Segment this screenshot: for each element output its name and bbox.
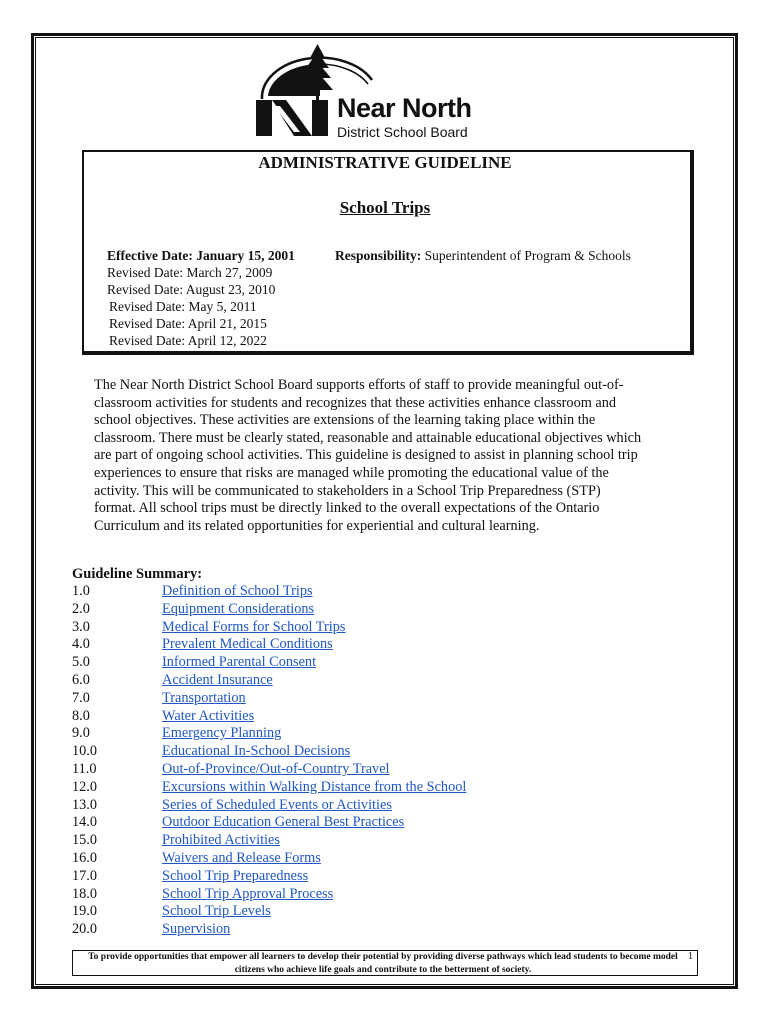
summary-link[interactable]: Excursions within Walking Distance from the School — [162, 778, 467, 795]
responsibility — [335, 248, 631, 264]
summary-number: 13.0 — [72, 796, 98, 813]
logo-name: Near North — [337, 93, 472, 123]
effective-date: Effective Date: January 15, 2001 — [107, 248, 295, 263]
summary-number: 2.0 — [72, 600, 90, 617]
revised-dates — [107, 264, 275, 349]
summary-number: 12.0 — [72, 778, 98, 795]
responsibility-value: Superintendent of Program & Schools — [421, 248, 631, 263]
summary-link[interactable]: Prevalent Medical Conditions — [162, 636, 333, 653]
summary-number: 11.0 — [72, 760, 97, 777]
summary-link[interactable]: Supervision — [162, 921, 231, 938]
revised-date: Revised Date: April 21, 2015 — [109, 316, 267, 331]
summary-link[interactable]: Educational In-School Decisions — [162, 743, 351, 760]
summary-number: 5.0 — [72, 654, 90, 671]
summary-number: 17.0 — [72, 867, 98, 884]
summary-link[interactable]: Emergency Planning — [162, 725, 282, 742]
summary-link[interactable]: Accident Insurance — [162, 671, 273, 688]
summary-link[interactable]: Out-of-Province/Out-of-Country Travel — [162, 760, 390, 777]
summary-link[interactable]: Equipment Considerations — [162, 600, 315, 617]
summary-number: 6.0 — [72, 671, 90, 688]
footer-mission-statement: To provide opportunities that empower all learners to develop their potential by providing diverse pathways which lead students to become model citizens who achieve life goals and contribute to the betterment of society. — [88, 952, 678, 975]
document-title: School Trips — [339, 198, 431, 217]
summary-number: 10.0 — [72, 743, 98, 760]
page-number: 1 — [688, 951, 693, 962]
intro-paragraph: The Near North District School Board supports efforts of staff to provide meaningful out-of- classroom activities for students and recognizes that these activities enhance classroom and school objectives. These activities are extensions of the learning taking place within the classroom. There must be clearly stated, reasonable and attainable educational objectives which are part of ongoing school activities. This guideline is designed to assist in planning school trip experiences to ensure that risks are managed while promoting the educational value of the activity. This will be communicated to stakeholders in a School Trip Preparedness (STP) format. All school trips must be directly linked to the overall expectations of the Ontario Curriculum and its related opportunities for experiential and cultural learning. — [94, 377, 642, 534]
responsibility-label: Responsibility: — [335, 248, 422, 263]
summary-link[interactable]: Waivers and Release Forms — [162, 849, 321, 866]
summary-number: 14.0 — [72, 814, 98, 831]
summary-number: 19.0 — [72, 903, 98, 920]
summary-number: 16.0 — [72, 849, 98, 866]
summary-number: 1.0 — [72, 583, 90, 599]
summary-link[interactable]: Water Activities — [162, 707, 255, 724]
summary-number: 7.0 — [72, 689, 90, 706]
summary-number: 8.0 — [72, 707, 90, 724]
summary-link[interactable]: Medical Forms for School Trips — [162, 618, 346, 635]
summary-number: 9.0 — [72, 725, 90, 742]
revised-date: Revised Date: March 27, 2009 — [107, 265, 273, 280]
document-type: ADMINISTRATIVE GUIDELINE — [258, 153, 512, 172]
summary-link[interactable]: School Trip Preparedness — [162, 867, 309, 884]
revised-date: Revised Date: August 23, 2010 — [107, 282, 276, 297]
revised-date: Revised Date: May 5, 2011 — [109, 299, 257, 314]
revised-date: Revised Date: April 12, 2022 — [109, 333, 267, 348]
summary-number: 20.0 — [72, 921, 98, 938]
summary-link[interactable]: Definition of School Trips — [162, 583, 313, 599]
summary-link[interactable]: School Trip Approval Process — [162, 885, 334, 902]
summary-number: 18.0 — [72, 885, 98, 902]
logo-subtitle: District School Board — [337, 124, 468, 140]
summary-number: 15.0 — [72, 832, 98, 849]
summary-number: 4.0 — [72, 636, 90, 653]
summary-number: 3.0 — [72, 618, 90, 635]
summary-link[interactable]: Outdoor Education General Best Practices — [162, 814, 405, 831]
summary-link[interactable]: School Trip Levels — [162, 903, 271, 920]
summary-link[interactable]: Transportation — [162, 689, 246, 706]
summary-heading: Guideline Summary: — [72, 566, 203, 582]
summary-link[interactable]: Prohibited Activities — [162, 832, 280, 849]
summary-link[interactable]: Informed Parental Consent — [162, 654, 317, 671]
summary-link[interactable]: Series of Scheduled Events or Activities — [162, 796, 392, 813]
